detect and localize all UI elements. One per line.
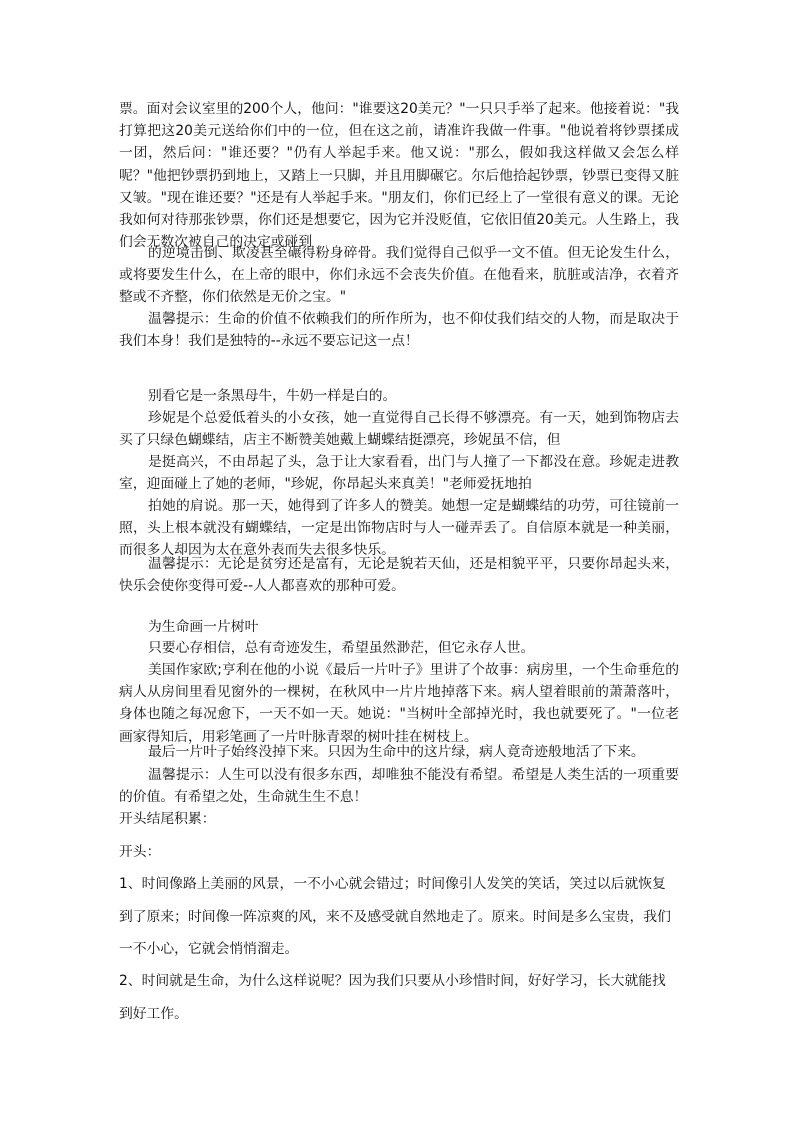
list-item-1: 1、时间像路上美丽的风景，一不小心就会错过；时间像引人发笑的笑话，笑过以后就恢复到了原来；时间像一阵凉爽的风，来不及感受就自然地走了。原来。时间是多么宝贵，我们一不小心，它就会悄悄溜走。 — [119, 876, 671, 957]
story1-continued: 的逆境击倒、欺凌甚至碾得粉身碎骨。我们觉得自己似乎一文不值。但无论发生什么，或将要发生什么，在上帝的眼中，你们永远不会丧失价值。在他看来，肮脏或洁净，衣着齐整或不齐整，你们依然是无价之宝。" — [119, 245, 679, 306]
list-item-2: 2、时间就是生命，为什么这样说呢？因为我们只要从小珍惜时间，好好学习，长大就能找到好工作。 — [119, 973, 666, 1022]
story1-tip: 温馨提示：生命的价值不依赖我们的所作所为，也不仰仗我们结交的人物，而是取决于我们本身！我们是独特的--永远不要忘记这一点！ — [119, 311, 679, 350]
story3-tip: 温馨提示：人生可以没有很多东西，却唯独不能没有希望。希望是人类生活的一项重要的价值。有希望之处，生命就生生不息！ — [119, 767, 679, 806]
section-subheading: 开头： — [119, 844, 161, 860]
story3-title: 为生命画一片树叶 — [148, 619, 259, 635]
story3-paragraph-1: 美国作家欧;亨利在他的小说《最后一片叶子》里讲了个故事：病房里，一个生命垂危的病人从房间里看见窗外的一棵树，在秋风中一片片地掉落下来。病人望着眼前的萧萧落叶，身体也随之每况愈下，一天不如一天。她说："当树叶全部掉光时，我也就要死了。"一位老画家得知后，用彩笔画了一片叶脉青翠的树叶挂在树枝上。 — [119, 662, 679, 745]
story3-paragraph-2: 最后一片叶子始终没掉下来。只因为生命中的这片绿，病人竟奇迹般地活了下来。 — [148, 744, 645, 760]
story3-lead: 只要心存相信，总有奇迹发生，希望虽然渺茫，但它永存人世。 — [148, 640, 535, 656]
story2-paragraph-3: 拍她的肩说。那一天，她得到了许多人的赞美。她想一定是蝴蝶结的功劳，可往镜前一照，头上根本就没有蝴蝶结，一定是出饰物店时与人一碰弄丢了。自信原本就是一种美丽，而很多人却因为太在意外表而失去很多快乐。 — [119, 498, 679, 559]
story2-paragraph-2: 是挺高兴，不由昂起了头，急于让大家看看，出门与人撞了一下都没在意。珍妮走进教室，迎面碰上了她的老师，"珍妮，你昂起头来真美！"老师爱抚地拍 — [119, 454, 679, 493]
section-heading: 开头结尾积累： — [119, 811, 216, 827]
story2-intro: 别看它是一条黑母牛，牛奶一样是白的。 — [148, 388, 397, 404]
story1-body: 票。面对会议室里的200个人，他问："谁要这20美元？"一只只手举了起来。他接着说："我打算把这20美元送给你们中的一位，但在这之前，请准许我做一件事。"他说着将钞票揉成一团，然后问："谁还要？"仍有人举起手来。他又说："那么，假如我这样做又会怎么样呢？"他把钞票扔到地上，又踏上一只脚，并且用脚碾它。尔后他拾起钞票，钞票已变得又脏又皱。"现在谁还要？"还是有人举起手来。"朋友们，你们已经上了一堂很有意义的课。无论我如何对待那张钞票，你们还是想要它，因为它并没贬值，它依旧值20美元。人生路上，我们会无数次被自己的决定或碰到 — [119, 101, 679, 251]
story2-paragraph-1: 珍妮是个总爱低着头的小女孩，她一直觉得自己长得不够漂亮。有一天，她到饰物店去买了只绿色蝴蝶结，店主不断赞美她戴上蝴蝶结挺漂亮，珍妮虽不信，但 — [119, 410, 679, 449]
story2-tip: 温馨提示：无论是贫穷还是富有，无论是貌若天仙，还是相貌平平，只要你昂起头来，快乐会使你变得可爱--人人都喜欢的那种可爱。 — [119, 556, 679, 595]
